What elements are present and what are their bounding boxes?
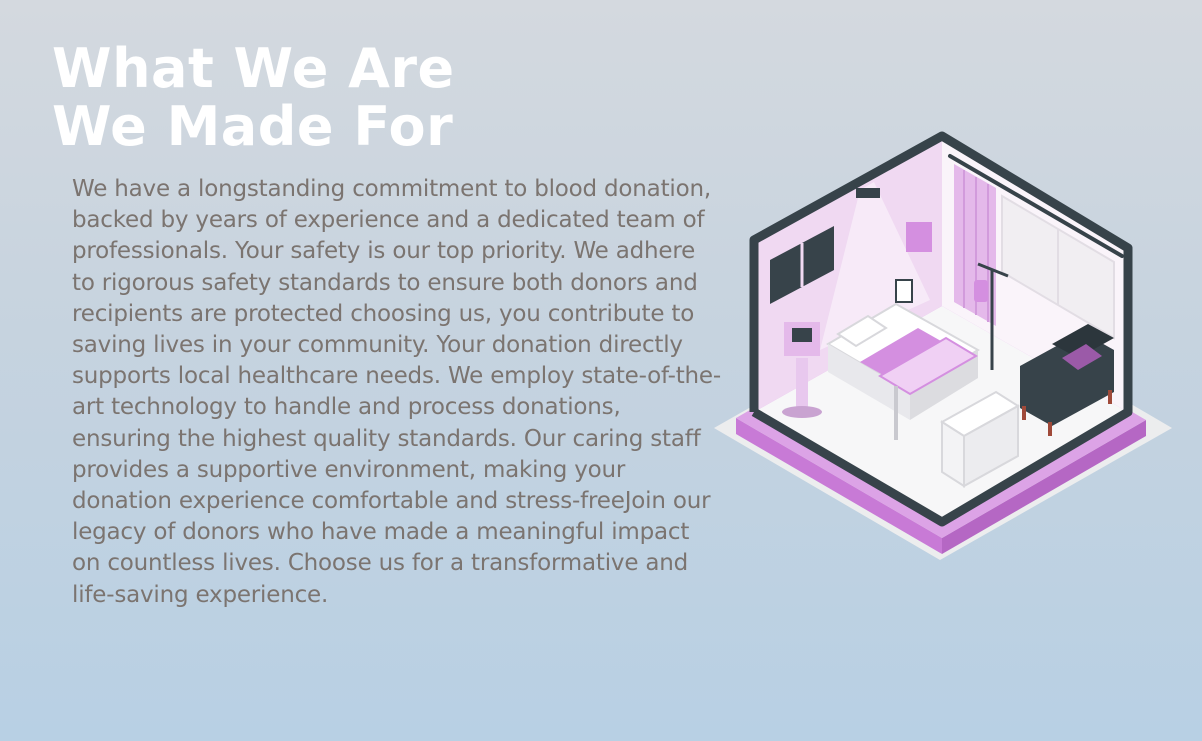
section-title [52,37,455,158]
wall-shelf [906,222,932,252]
section-description: We have a longstanding commitment to blood donation, backed by years of experience and a dedicated team of professionals. Your safety is our top priority. We adhere to rigorous safety standards to ensure both donors and recipients are protected choosing us, you contribute to saving lives in your community. Your donation directly supports local healthcare needs. We employ state-of-the-art technology to handle and process donations, ensuring the highest quality standards. Our caring staff provides a supportive environment, making your donation experience comfortable and stress-freeJoin our legacy of donors who have made a meaningful impact on countless lives. Choose us for a transformative and life-saving experience. [72,176,721,608]
picture-frame [896,280,912,302]
section-title-line-2: We Made For [52,95,454,158]
hospital-room-illustration [710,130,1180,570]
section-title-line-1: What We Are [52,37,455,100]
